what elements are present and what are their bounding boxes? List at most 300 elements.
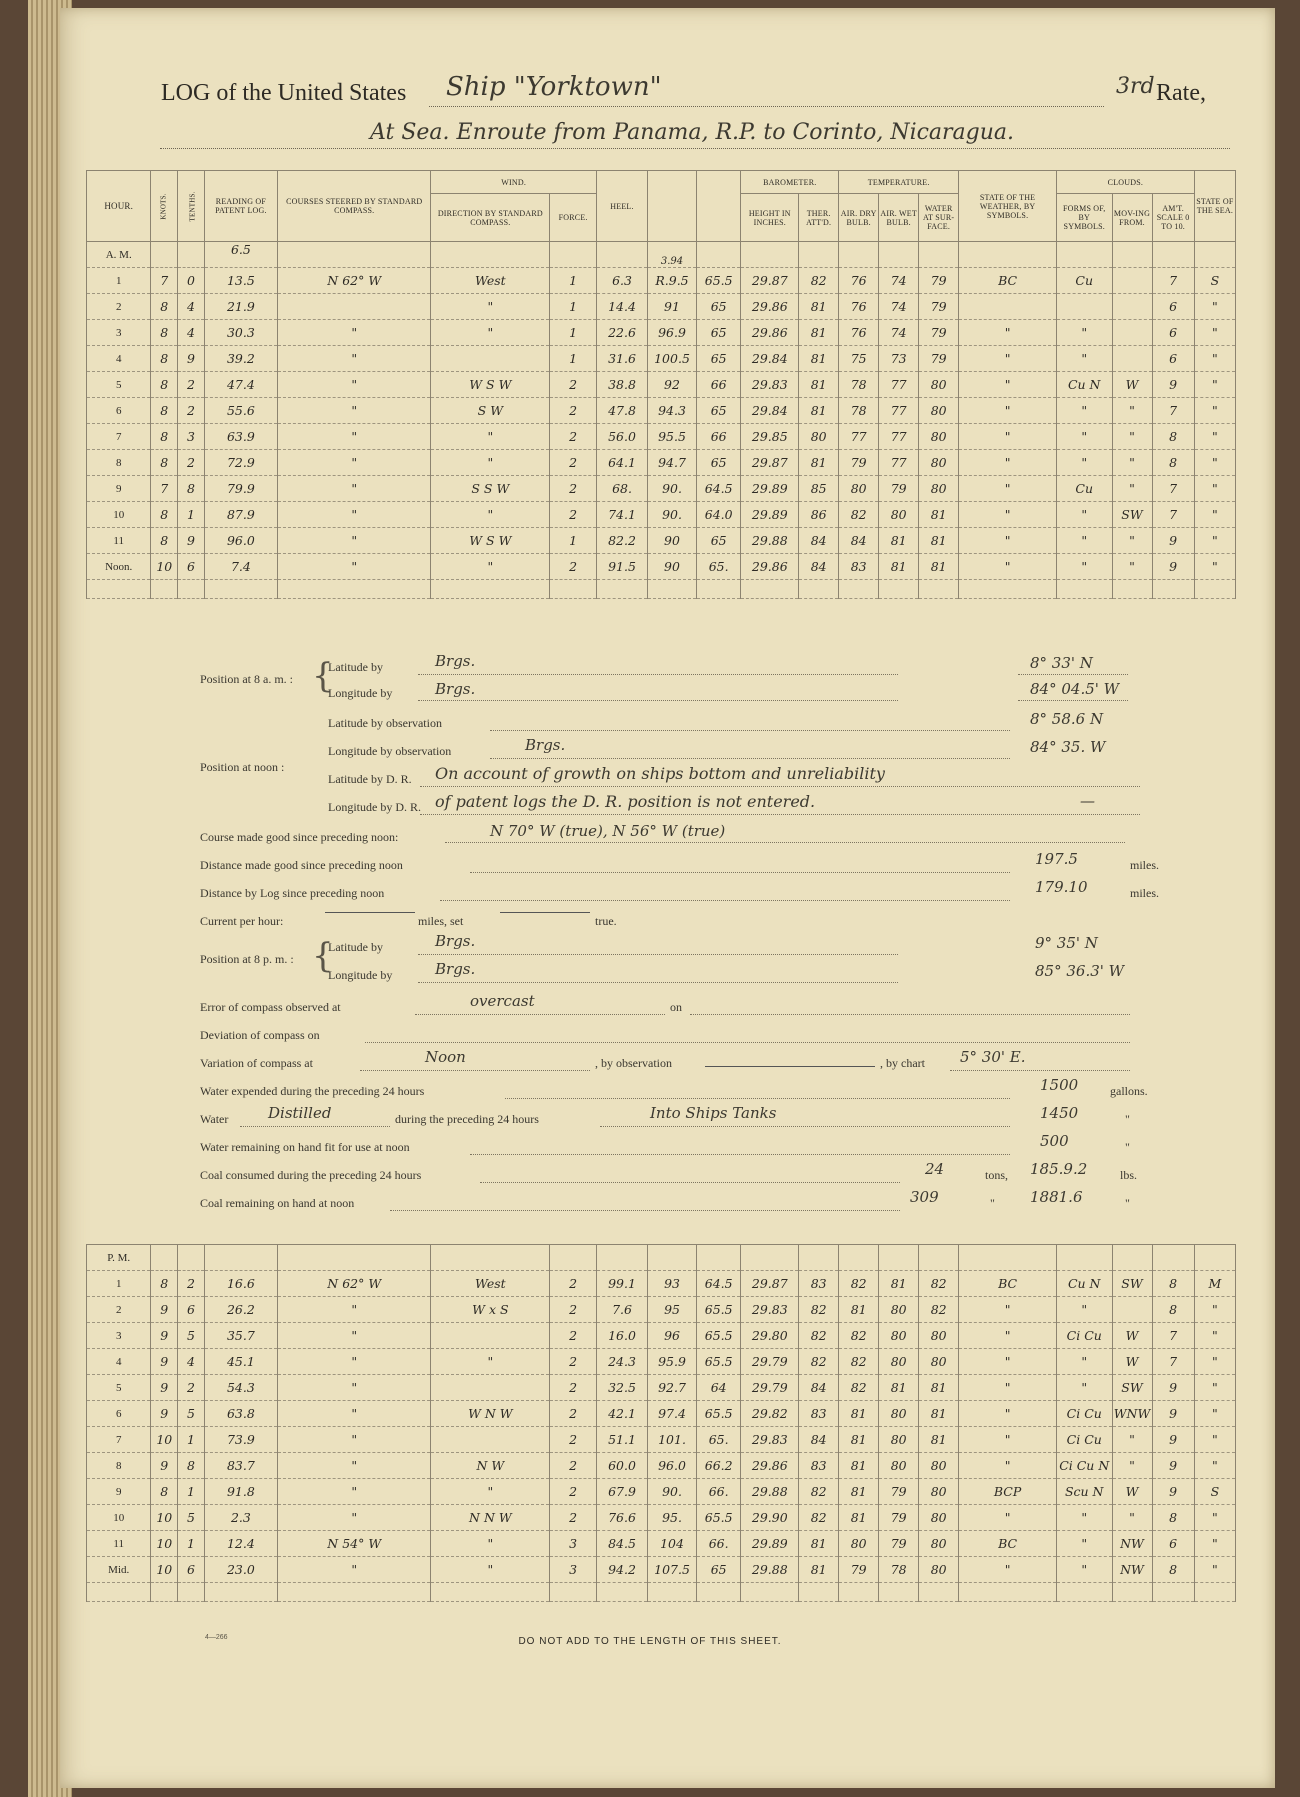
cell-amount: 7 <box>1152 268 1194 294</box>
cell-weather: " <box>959 346 1057 372</box>
cell-moving: " <box>1112 554 1152 580</box>
cell-amount: 8 <box>1152 1297 1194 1323</box>
cell-ther: 81 <box>799 398 839 424</box>
cell-ther: 82 <box>799 1323 839 1349</box>
cell-moving: NW <box>1112 1531 1152 1557</box>
cell-moving: " <box>1112 476 1152 502</box>
cell-wet: 73 <box>879 346 919 372</box>
cell-weather: " <box>959 398 1057 424</box>
cell-c2: 65 <box>696 528 740 554</box>
cell-c1: 95. <box>648 1505 697 1531</box>
cell-sea: " <box>1194 1375 1235 1401</box>
cell-force: 2 <box>550 398 597 424</box>
water-rem-ditto: " <box>1125 1140 1130 1154</box>
cell-c2: 65.5 <box>696 1349 740 1375</box>
pm-log-row <box>87 1375 1236 1401</box>
cell-course: " <box>278 1479 431 1505</box>
cell-forms: " <box>1056 1375 1112 1401</box>
cell-moving <box>1112 294 1152 320</box>
cell-ther: 81 <box>799 294 839 320</box>
cell-sea: " <box>1194 372 1235 398</box>
cell-water: 81 <box>919 1427 959 1453</box>
cell-water: 81 <box>919 528 959 554</box>
cell-moving <box>1112 268 1152 294</box>
position-section: Position at 8 a. m. : { Latitude by Brgs. 8° 33' N Longitude by Brgs. 84° 04.5' W Position at noon : Latitude by observation 8° 58.6 N Longitude by observation Brgs. 84° 35. W Latitude by D. R. On account of growth on ships bottom and unreliability Longitude by D. R. of patent logs the D. R. position is not entered. — Course made good since preceding noon: N 70° W (true), N 56° W (true) Distance made good since preceding noon 197.5 miles. Distance by Log since preceding noon 179.10 miles. Current per hour: miles, set true. Position at 8 p. m. : { Latitude by Brgs. 9° 35' N Longitude by Brgs. 85° 36.3' W Error of compass observed at overcast on Deviation of compass on Variation of compass at Noon , by observation , by chart 5° 30' E. Water expended during the preceding 24 hours 1500 gallons. Water Distilled during the preceding 24 hours Into Ships Tanks 1450 " Water remaining on hand fit for use at noon 500 " Coal consumed during the preceding 24 hours 24 tons, 185.9.2 lbs. Coal remaining on hand at noon 309 " 1881.6 " <box>200 652 1159 1210</box>
am-log-row <box>87 554 1236 580</box>
cell-baro: 29.80 <box>741 1323 799 1349</box>
variation-by-chart: , by chart <box>880 1056 925 1070</box>
cell-baro: 29.88 <box>741 1479 799 1505</box>
water-dist-value: 1450 <box>1040 1104 1079 1122</box>
cell-moving: W <box>1112 372 1152 398</box>
cell-heel: 22.6 <box>596 320 647 346</box>
cell-wet: 77 <box>879 450 919 476</box>
cell-dry: 81 <box>839 1479 879 1505</box>
dist-log-value: 179.10 <box>1035 878 1088 896</box>
row-hour: 4 <box>87 346 151 372</box>
voyage-location: At Sea. Enroute from Panama, R.P. to Corinto, Nicaragua. <box>370 120 1015 145</box>
row-hour: 3 <box>87 320 151 346</box>
cell-c2: 65 <box>696 320 740 346</box>
cell-water: 80 <box>919 1479 959 1505</box>
lat8pm-value: 9° 35' N <box>1035 934 1098 952</box>
cell-sea: " <box>1194 424 1235 450</box>
cell-water: 80 <box>919 1453 959 1479</box>
cell-c2: 65 <box>696 398 740 424</box>
cell-course <box>278 294 431 320</box>
cell-forms: Scu N <box>1056 1479 1112 1505</box>
cell-force: 2 <box>550 1323 597 1349</box>
cell-c1: 95.5 <box>648 424 697 450</box>
cell-knots: 8 <box>151 528 178 554</box>
cell-c2: 66 <box>696 424 740 450</box>
cell-wet: 77 <box>879 372 919 398</box>
lat-dr-label: Latitude by D. R. <box>328 772 412 786</box>
cell-weather: " <box>959 554 1057 580</box>
cell-water: 82 <box>919 1271 959 1297</box>
cell-c2: 65.5 <box>696 268 740 294</box>
cell-ther: 83 <box>799 1271 839 1297</box>
pm-log-row <box>87 1479 1236 1505</box>
cell-forms: " <box>1056 346 1112 372</box>
cell-heel: 38.8 <box>596 372 647 398</box>
cell-heel: 99.1 <box>596 1271 647 1297</box>
col-tenths: TENTHS. <box>178 171 205 242</box>
cell-ther: 81 <box>799 372 839 398</box>
cell-knots: 8 <box>151 320 178 346</box>
cell-course: " <box>278 1427 431 1453</box>
cell-c2: 65 <box>696 450 740 476</box>
cell-wind: " <box>431 320 550 346</box>
cell-dry: 79 <box>839 1557 879 1583</box>
cell-amount: 8 <box>1152 1557 1194 1583</box>
cell-knots: 9 <box>151 1297 178 1323</box>
col-knots: KNOTS. <box>151 171 178 242</box>
cell-tenths: 5 <box>178 1401 205 1427</box>
cell-tenths: 4 <box>178 320 205 346</box>
row-hour: 2 <box>87 294 151 320</box>
lon8pm-method: Brgs. <box>435 960 476 978</box>
cell-knots: 10 <box>151 1505 178 1531</box>
cell-moving: W <box>1112 1479 1152 1505</box>
cell-water: 81 <box>919 1375 959 1401</box>
cell-sea: " <box>1194 320 1235 346</box>
row-hour: 11 <box>87 528 151 554</box>
cell-knots: 9 <box>151 1323 178 1349</box>
cell-forms: Ci Cu N <box>1056 1453 1112 1479</box>
pm-log-row <box>87 1531 1236 1557</box>
am-section-row <box>87 242 1236 268</box>
cell-force: 1 <box>550 346 597 372</box>
pm-log-row <box>87 1505 1236 1531</box>
cell-water: 81 <box>919 1401 959 1427</box>
current-miles-set: miles, set <box>418 914 464 928</box>
row-hour: 1 <box>87 1271 151 1297</box>
col-weather: STATE OF THE WEATHER, BY SYMBOLS. <box>959 171 1057 242</box>
lat-obs-label: Latitude by observation <box>328 716 442 730</box>
cell-dry: 78 <box>839 398 879 424</box>
cell-baro: 29.85 <box>741 424 799 450</box>
cell-wet: 80 <box>879 502 919 528</box>
cell-tenths: 4 <box>178 294 205 320</box>
cell-weather: " <box>959 450 1057 476</box>
cell-baro: 29.90 <box>741 1505 799 1531</box>
am-log-row <box>87 320 1236 346</box>
cell-moving: " <box>1112 1427 1152 1453</box>
cell-sea: S <box>1194 268 1235 294</box>
cell-c1: 96.0 <box>648 1453 697 1479</box>
cell-wind <box>431 1375 550 1401</box>
am-note: 3.94 <box>648 242 697 268</box>
lon8am-value: 84° 04.5' W <box>1030 680 1120 698</box>
dist-good-value: 197.5 <box>1035 850 1078 868</box>
cell-amount: 9 <box>1152 1375 1194 1401</box>
cell-heel: 84.5 <box>596 1531 647 1557</box>
cell-c2: 65.5 <box>696 1401 740 1427</box>
cell-amount: 9 <box>1152 554 1194 580</box>
cell-sea: " <box>1194 1505 1235 1531</box>
pm-log-row <box>87 1271 1236 1297</box>
col-hour: HOUR. <box>87 171 151 242</box>
cell-knots: 8 <box>151 502 178 528</box>
cell-log: 21.9 <box>204 294 277 320</box>
pm-log-row <box>87 1427 1236 1453</box>
water-rem-value: 500 <box>1040 1132 1069 1150</box>
cell-wet: 81 <box>879 554 919 580</box>
cell-wet: 80 <box>879 1323 919 1349</box>
pos8am-label: Position at 8 a. m. : <box>200 672 293 686</box>
cell-wet: 80 <box>879 1297 919 1323</box>
water-exp-label: Water expended during the preceding 24 hours <box>200 1084 425 1098</box>
cell-c2: 66 <box>696 372 740 398</box>
cell-water: 79 <box>919 268 959 294</box>
row-hour: 8 <box>87 450 151 476</box>
pm-log-row <box>87 1453 1236 1479</box>
cell-c1: 94.7 <box>648 450 697 476</box>
cell-ther: 81 <box>799 450 839 476</box>
cell-knots: 10 <box>151 1427 178 1453</box>
deviation-label: Deviation of compass on <box>200 1028 320 1042</box>
cell-dry: 82 <box>839 1271 879 1297</box>
cell-heel: 82.2 <box>596 528 647 554</box>
cell-dry: 80 <box>839 476 879 502</box>
cell-log: 47.4 <box>204 372 277 398</box>
cell-heel: 31.6 <box>596 346 647 372</box>
col-blank-1 <box>648 171 697 242</box>
cell-force: 3 <box>550 1557 597 1583</box>
cell-tenths: 2 <box>178 1375 205 1401</box>
cell-forms <box>1056 294 1112 320</box>
variation-by-observation: , by observation <box>595 1056 672 1070</box>
cell-wet: 81 <box>879 1375 919 1401</box>
water-during-label: during the preceding 24 hours <box>395 1112 539 1126</box>
water-rem-label: Water remaining on hand fit for use at noon <box>200 1140 410 1154</box>
cell-moving: " <box>1112 450 1152 476</box>
row-hour: 10 <box>87 502 151 528</box>
cell-ther: 82 <box>799 1479 839 1505</box>
cell-forms: Ci Cu <box>1056 1401 1112 1427</box>
cell-amount: 7 <box>1152 1349 1194 1375</box>
cell-dry: 84 <box>839 528 879 554</box>
cell-log: 26.2 <box>204 1297 277 1323</box>
am-log-row <box>87 450 1236 476</box>
cell-log: 30.3 <box>204 320 277 346</box>
cell-water: 80 <box>919 372 959 398</box>
cell-c1: 90 <box>648 528 697 554</box>
cell-force: 2 <box>550 476 597 502</box>
cell-course: " <box>278 346 431 372</box>
cell-wind: West <box>431 268 550 294</box>
cell-c2: 66. <box>696 1531 740 1557</box>
cell-log: 54.3 <box>204 1375 277 1401</box>
cell-dry: 77 <box>839 424 879 450</box>
pos8pm-label: Position at 8 p. m. : <box>200 952 294 966</box>
row-hour: 6 <box>87 1401 151 1427</box>
cell-c1: 107.5 <box>648 1557 697 1583</box>
cell-tenths: 2 <box>178 398 205 424</box>
cell-log: 35.7 <box>204 1323 277 1349</box>
cell-moving: WNW <box>1112 1401 1152 1427</box>
am-log-sheet <box>86 170 1236 599</box>
cell-forms: " <box>1056 502 1112 528</box>
cell-c2: 65.5 <box>696 1323 740 1349</box>
cell-tenths: 6 <box>178 1297 205 1323</box>
cell-force: 1 <box>550 528 597 554</box>
cell-forms: " <box>1056 398 1112 424</box>
cell-baro: 29.89 <box>741 476 799 502</box>
log-label: LOG of the United States <box>161 80 407 106</box>
cell-forms: " <box>1056 450 1112 476</box>
col-baro-ther: THER. ATT'D. <box>799 194 839 242</box>
row-hour: 9 <box>87 1479 151 1505</box>
cell-wet: 79 <box>879 1531 919 1557</box>
cell-heel: 76.6 <box>596 1505 647 1531</box>
cell-knots: 8 <box>151 1271 178 1297</box>
cell-dry: 78 <box>839 372 879 398</box>
cell-baro: 29.87 <box>741 268 799 294</box>
cell-log: 16.6 <box>204 1271 277 1297</box>
cell-baro: 29.84 <box>741 398 799 424</box>
coal-cons-tons-label: tons, <box>985 1168 1009 1182</box>
cell-force: 2 <box>550 1505 597 1531</box>
cell-log: 7.4 <box>204 554 277 580</box>
cell-log: 23.0 <box>204 1557 277 1583</box>
variation-chart-value: 5° 30' E. <box>960 1048 1026 1066</box>
cell-wet: 79 <box>879 476 919 502</box>
cell-c2: 65. <box>696 554 740 580</box>
col-cloud-amount: AM'T. SCALE 0 TO 10. <box>1152 194 1194 242</box>
row-hour: Noon. <box>87 554 151 580</box>
pm-label: P. M. <box>87 1245 151 1271</box>
cell-baro: 29.83 <box>741 372 799 398</box>
cell-ther: 80 <box>799 424 839 450</box>
col-temperature: TEMPERATURE. <box>839 171 959 194</box>
lon-obs-value: 84° 35. W <box>1030 738 1106 756</box>
cell-force: 1 <box>550 320 597 346</box>
water-dist-ditto: " <box>1125 1112 1130 1126</box>
cell-amount: 8 <box>1152 1505 1194 1531</box>
cell-c1: R.9.5 <box>648 268 697 294</box>
cell-dry: 81 <box>839 1453 879 1479</box>
col-blank-2 <box>696 171 740 242</box>
error-value: overcast <box>470 992 535 1010</box>
cell-heel: 32.5 <box>596 1375 647 1401</box>
sheet-notice: DO NOT ADD TO THE LENGTH OF THIS SHEET. <box>518 1636 782 1647</box>
cell-amount: 9 <box>1152 1401 1194 1427</box>
cell-c1: 93 <box>648 1271 697 1297</box>
col-wind-force: FORCE. <box>550 194 597 242</box>
cell-knots: 8 <box>151 372 178 398</box>
row-hour: 5 <box>87 1375 151 1401</box>
cell-force: 2 <box>550 424 597 450</box>
cell-weather: " <box>959 1557 1057 1583</box>
cell-wind <box>431 1323 550 1349</box>
cell-knots: 10 <box>151 1531 178 1557</box>
cell-water: 80 <box>919 1531 959 1557</box>
cell-baro: 29.86 <box>741 1453 799 1479</box>
cell-dry: 82 <box>839 502 879 528</box>
cell-ther: 82 <box>799 268 839 294</box>
cell-knots: 8 <box>151 450 178 476</box>
cell-knots: 9 <box>151 1375 178 1401</box>
lon-dr-label: Longitude by D. R. <box>328 800 421 814</box>
cell-course: " <box>278 1453 431 1479</box>
am-log-row <box>87 294 1236 320</box>
cell-dry: 76 <box>839 294 879 320</box>
col-sea: STATE OF THE SEA. <box>1194 171 1235 242</box>
cell-ther: 84 <box>799 1375 839 1401</box>
coal-rem-label: Coal remaining on hand at noon <box>200 1196 355 1210</box>
cell-c2: 65 <box>696 294 740 320</box>
cell-amount: 6 <box>1152 294 1194 320</box>
dist-good-label: Distance made good since preceding noon <box>200 858 403 872</box>
cell-amount: 8 <box>1152 424 1194 450</box>
cell-course: " <box>278 502 431 528</box>
cell-moving: " <box>1112 528 1152 554</box>
cell-heel: 16.0 <box>596 1323 647 1349</box>
col-patent-log: READING OF PATENT LOG. <box>204 171 277 242</box>
cell-wind: " <box>431 424 550 450</box>
cell-log: 12.4 <box>204 1531 277 1557</box>
cell-amount: 8 <box>1152 1271 1194 1297</box>
cell-sea: M <box>1194 1271 1235 1297</box>
cell-c1: 104 <box>648 1531 697 1557</box>
cell-baro: 29.87 <box>741 1271 799 1297</box>
cell-force: 2 <box>550 502 597 528</box>
am-log-table <box>86 170 1236 599</box>
col-barometer: BAROMETER. <box>741 171 839 194</box>
cell-forms: " <box>1056 1505 1112 1531</box>
cell-wind: W S W <box>431 528 550 554</box>
cell-heel: 24.3 <box>596 1349 647 1375</box>
cell-amount: 9 <box>1152 1479 1194 1505</box>
cell-course: " <box>278 1557 431 1583</box>
cell-forms: Cu N <box>1056 372 1112 398</box>
coal-rem-tons-ditto: " <box>990 1196 995 1210</box>
cell-amount: 6 <box>1152 1531 1194 1557</box>
cell-dry: 82 <box>839 1375 879 1401</box>
am-label: A. M. <box>87 242 151 268</box>
cell-tenths: 2 <box>178 450 205 476</box>
error-label: Error of compass observed at <box>200 1000 341 1014</box>
am-log-row <box>87 502 1236 528</box>
lat-obs-value: 8° 58.6 N <box>1030 710 1104 728</box>
cell-sea: " <box>1194 554 1235 580</box>
cell-knots: 7 <box>151 476 178 502</box>
cell-c1: 96.9 <box>648 320 697 346</box>
cell-wet: 79 <box>879 1505 919 1531</box>
cell-course: N 54° W <box>278 1531 431 1557</box>
cell-wet: 77 <box>879 398 919 424</box>
cell-weather <box>959 294 1057 320</box>
cell-amount: 7 <box>1152 1323 1194 1349</box>
cell-sea: S <box>1194 1479 1235 1505</box>
cell-dry: 81 <box>839 1505 879 1531</box>
log-header <box>101 72 1231 112</box>
cell-forms: Cu N <box>1056 1271 1112 1297</box>
cell-force: 2 <box>550 1479 597 1505</box>
am-end-row <box>87 580 1236 599</box>
cell-course: " <box>278 476 431 502</box>
cell-baro: 29.88 <box>741 1557 799 1583</box>
cell-amount: 9 <box>1152 1427 1194 1453</box>
cell-log: 79.9 <box>204 476 277 502</box>
cell-moving: " <box>1112 398 1152 424</box>
cell-moving <box>1112 320 1152 346</box>
cell-heel: 91.5 <box>596 554 647 580</box>
cell-log: 63.8 <box>204 1401 277 1427</box>
cell-wind: " <box>431 450 550 476</box>
cell-water: 81 <box>919 502 959 528</box>
cell-dry: 76 <box>839 320 879 346</box>
cell-knots: 8 <box>151 346 178 372</box>
cell-course: " <box>278 1401 431 1427</box>
cell-weather: " <box>959 476 1057 502</box>
cell-sea: " <box>1194 528 1235 554</box>
cell-log: 2.3 <box>204 1505 277 1531</box>
col-cloud-moving: MOV-ING FROM. <box>1112 194 1152 242</box>
cell-wind: S W <box>431 398 550 424</box>
cell-heel: 51.1 <box>596 1427 647 1453</box>
cell-tenths: 2 <box>178 1271 205 1297</box>
cell-c2: 64.5 <box>696 1271 740 1297</box>
cell-log: 83.7 <box>204 1453 277 1479</box>
cell-ther: 86 <box>799 502 839 528</box>
lon8pm-label: Longitude by <box>328 968 393 982</box>
cell-wet: 81 <box>879 1271 919 1297</box>
cell-sea: " <box>1194 1297 1235 1323</box>
cell-sea: " <box>1194 1453 1235 1479</box>
